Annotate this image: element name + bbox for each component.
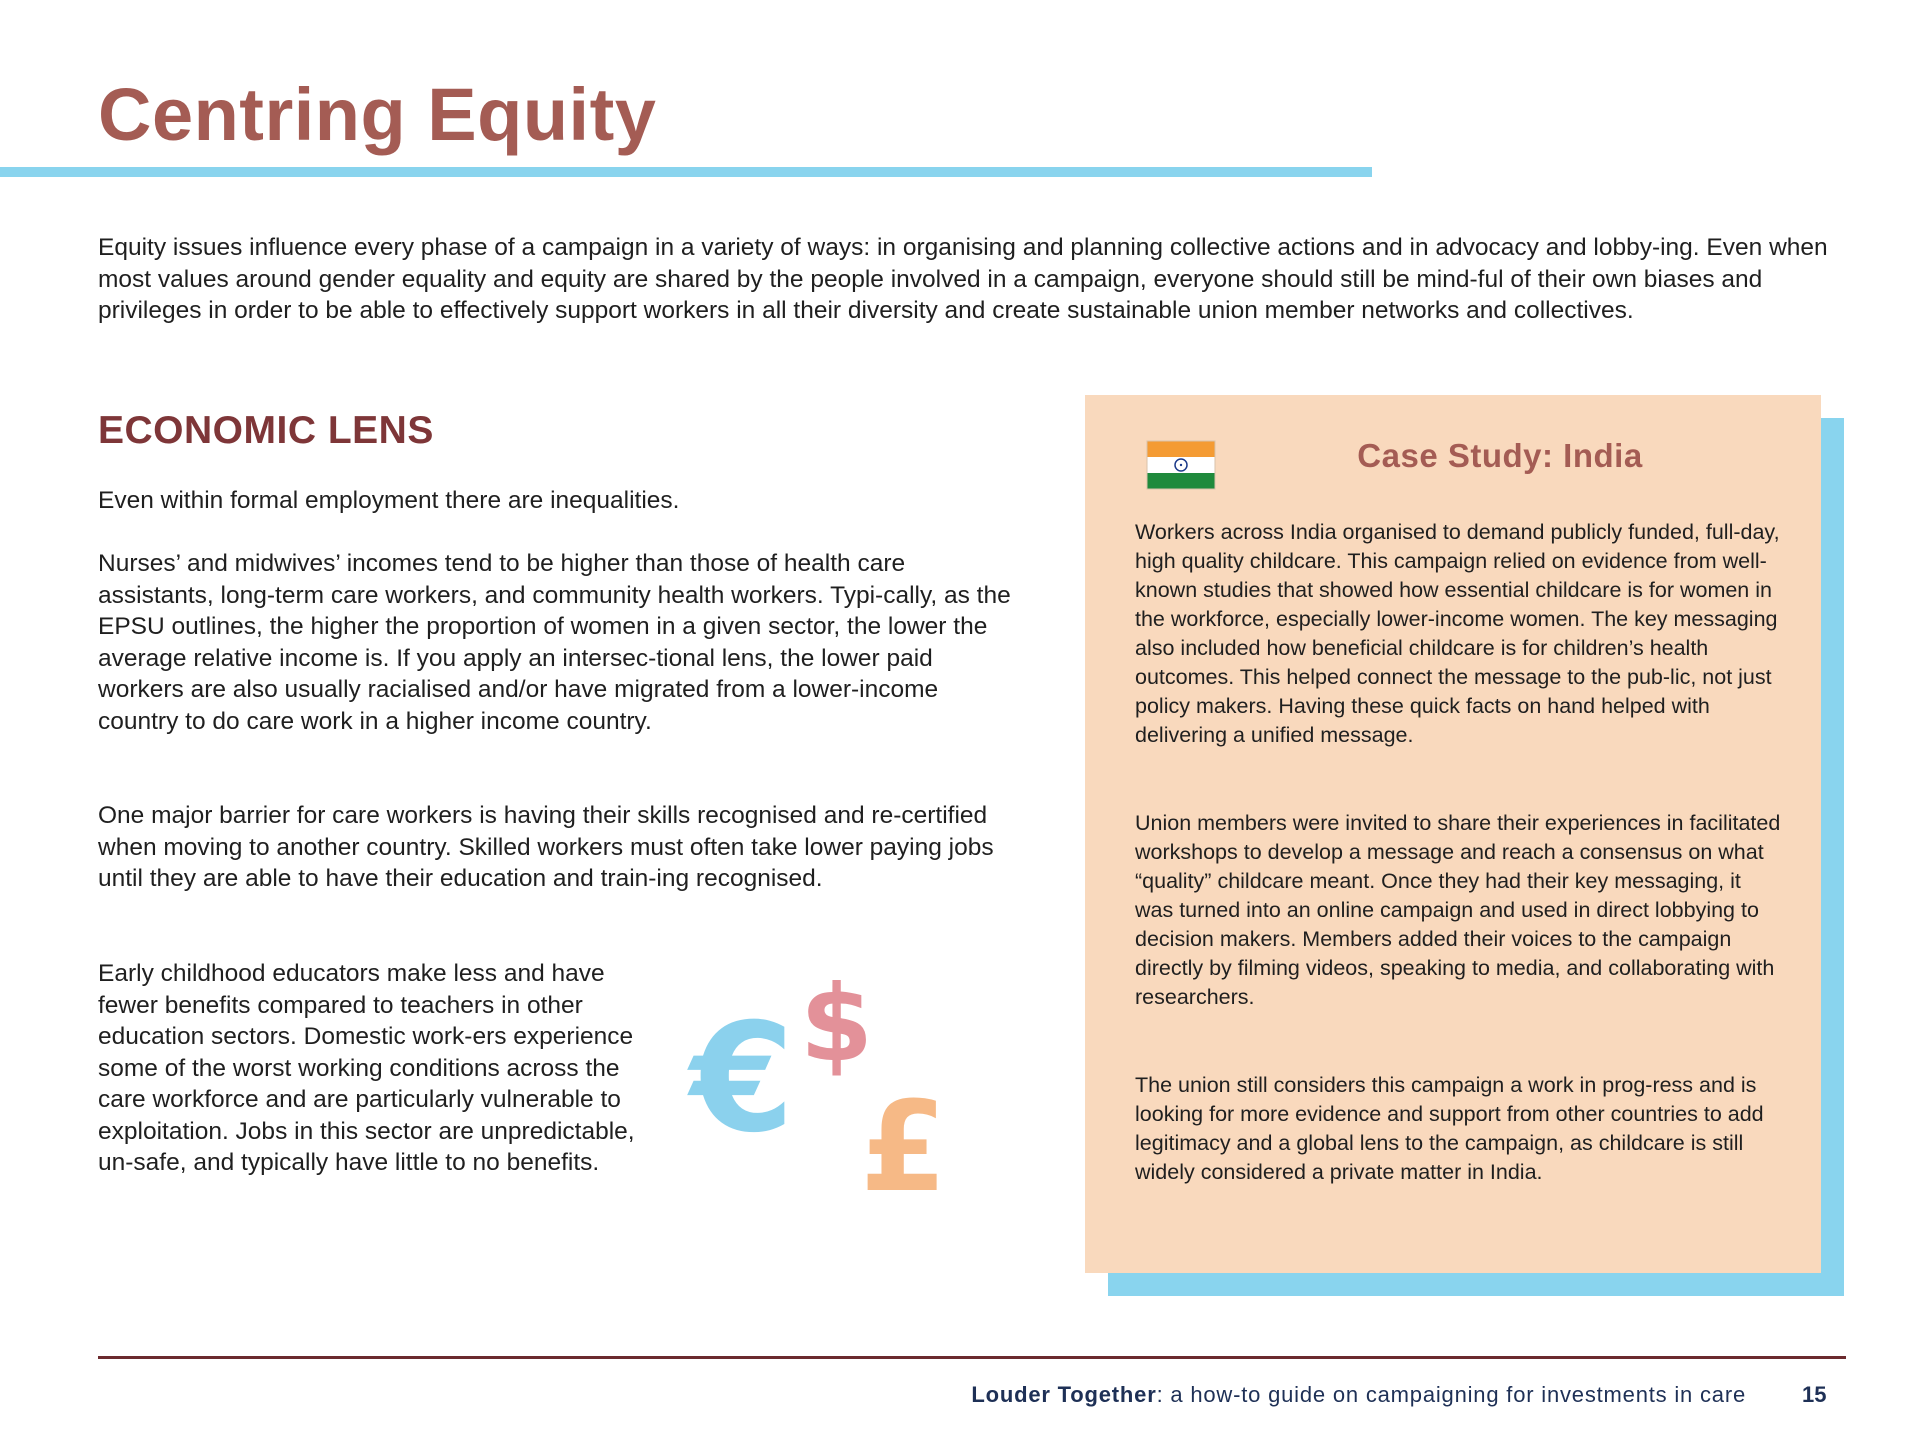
case-study-box [1085,395,1821,1273]
case-study-paragraph-1: Workers across India organised to demand publicly funded, full-day, high quality childcare. This campaign relied on evidence from well-known studies that showed how essential childcare is for women in the workforce, especially lower-income women. The key messaging also included how beneficial childcare is for children’s health outcomes. This helped connect the message to the pub-lic, not just policy makers. Having these quick facts on hand helped with delivering a unified message. [1135,520,1780,747]
dollar-icon: $ [800,963,874,1085]
footer-brand: Louder Together [971,1382,1157,1407]
case-study-paragraph-2: Union members were invited to share their experiences in facilitated workshops to develop a message and reach a consensus on what “quality” childcare meant. Once they had their key messaging, it was turned into an online campaign and used in direct lobbying to decision makers. Members added their voices to the campaign directly by filming videos, speaking to media, and collaborating with researchers. [1135,811,1781,1009]
india-flag-icon [1145,439,1217,491]
footer-subtitle: : a how-to guide on campaigning for investments in care [1156,1382,1746,1407]
footer-divider [98,1356,1846,1359]
economic-paragraph-4: Early childhood educators make less and have fewer benefits compared to teachers in other education sectors. Domestic work-ers experience some of the worst working conditions across the care workforce and are particularly vulnerable to exploitation. Jobs in this sector are unpredictable, un-safe, and typically have little to no benefits. [98,960,635,1176]
economic-lens-heading: ECONOMIC LENS [98,409,434,452]
case-study-paragraph-3: The union still considers this campaign a work in prog-ress and is looking for more evidence and support from other countries to add legitimacy and a global lens to the campaign, as childcare is still widely considered a private matter in India. [1135,1073,1764,1184]
economic-paragraph-1: Even within formal employment there are inequalities. [98,487,680,514]
footer-caption [971,1382,1746,1408]
economic-paragraph-2: Nurses’ and midwives’ incomes tend to be higher than those of health care assistants, long-term care workers, and community health workers. Typi-cally, as the EPSU outlines, the higher the proportion of women in a given sector, the lower the average relative income is. If you apply an intersec-tional lens, the lower paid workers are also usually racialised and/or have migrated from a lower-income country to do care work in a higher income country. [98,550,1011,735]
page-title: Centring Equity [98,73,657,156]
page-number: 15 [1802,1382,1827,1407]
currency-symbols-illustration [680,960,980,1210]
intro-paragraph: Equity issues influence every phase of a campaign in a variety of ways: in organising and planning collective actions and in advocacy and lobby-ing. Even when most values around gender equality and equity are shared by the people involved in a campaign, everyone should still be mind-ful of their own biases and privileges in order to be able to effectively support workers in all their diversity and create sustainable union member networks and collectives. [98,234,1828,324]
case-study-title: Case Study: India [1357,437,1643,474]
pound-icon: £ [860,1075,947,1210]
title-underline [0,167,1372,177]
euro-icon: € [690,992,795,1166]
economic-paragraph-3: One major barrier for care workers is having their skills recognised and re-certified when moving to another country. Skilled workers must often take lower paying jobs until they are able to have their education and train-ing recognised. [98,802,994,892]
